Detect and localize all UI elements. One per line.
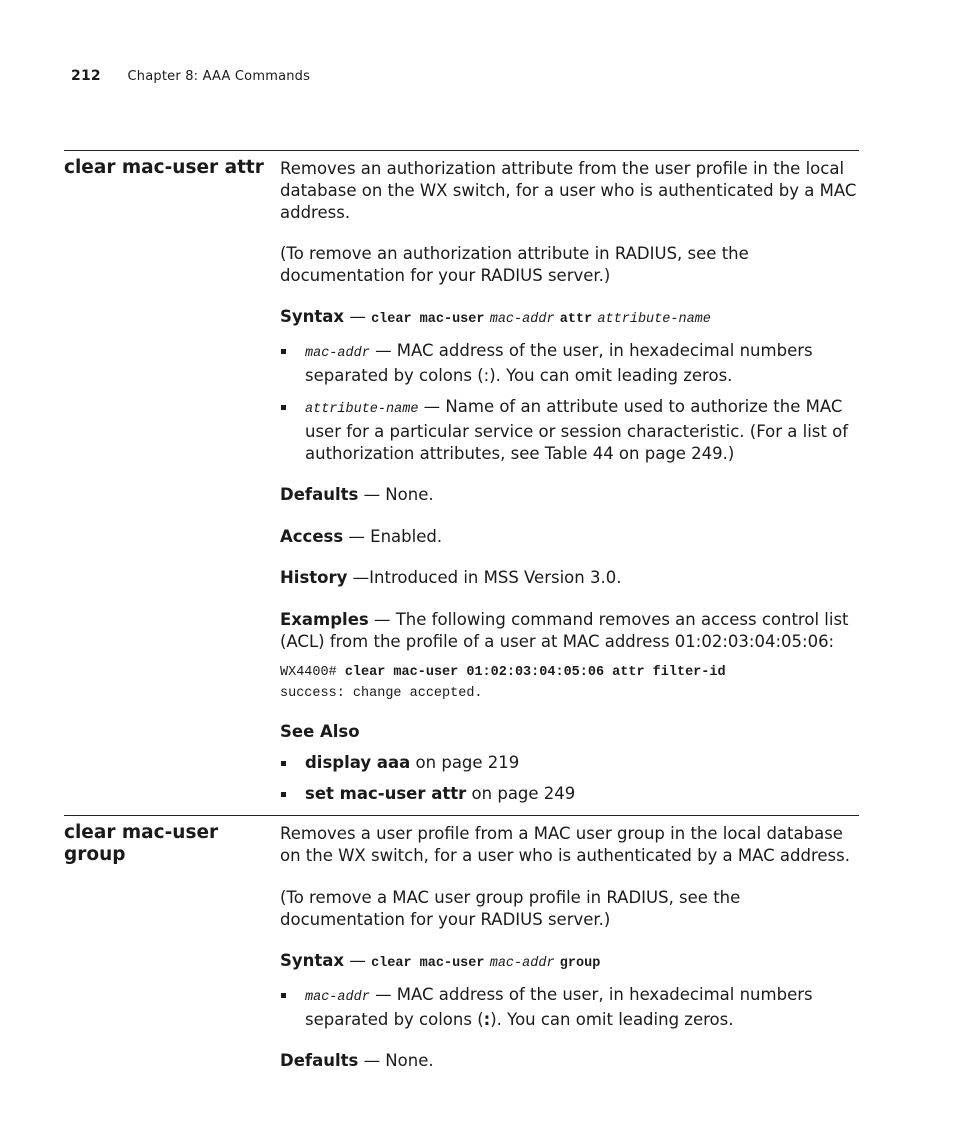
see-also-item: display aaa on page 219 [280, 752, 860, 774]
syntax-arg: attribute-name [597, 312, 711, 327]
section-body [280, 158, 860, 805]
param-text: — Name of an attribute used to authorize the MAC user for a particular service or session characteristic. (For a list of authorization attributes, see Table 44 on page 249.) [305, 397, 849, 463]
param-name: mac-addr [305, 990, 370, 1005]
code-output: success: change accepted. [280, 686, 483, 701]
note: (To remove a MAC user group profile in RADIUS, see the documentation for your RADIUS server.) [280, 888, 741, 929]
description: Removes an authorization attribute from the user profile in the local database on the WX switch, for a user who is authenticated by a MAC address. [280, 159, 857, 222]
history-line: History —Introduced in MSS Version 3.0. [280, 568, 622, 587]
syntax-line: Syntax — clear mac-user mac-addr attr attribute-name [280, 307, 711, 327]
section-title: clear mac-user group [64, 822, 219, 865]
param-item [280, 340, 860, 387]
syntax-label: Syntax [280, 951, 345, 970]
bullet-icon [281, 405, 286, 410]
section-divider [64, 150, 859, 151]
see-also-item: set mac-user attr on page 249 [280, 783, 860, 805]
section-divider [64, 815, 859, 816]
param-item [280, 396, 860, 465]
chapter-title: Chapter 8: AAA Commands [127, 69, 311, 84]
syntax-command: group [559, 956, 601, 971]
param-item: mac-addr — MAC address of the user, in hexadecimal numbers separated by colons (:). You can omit leading zeros. [280, 984, 860, 1031]
syntax-arg: mac-addr [489, 312, 555, 327]
note: (To remove an authorization attribute in RADIUS, see the documentation for your RADIUS server.) [280, 244, 749, 285]
bullet-icon [281, 792, 286, 797]
see-also-link[interactable]: set mac-user attr [305, 784, 467, 803]
syntax-command: clear mac-user [371, 956, 485, 971]
section-body [280, 823, 860, 1072]
section-title: clear mac-user attr [64, 157, 264, 178]
code-command: clear mac-user 01:02:03:04:05:06 attr filter-id [344, 665, 726, 680]
syntax-command: clear mac-user [371, 312, 485, 327]
param-name: attribute-name [305, 402, 419, 417]
code-prompt: WX4400# [280, 665, 337, 680]
syntax-line: Syntax — clear mac-user mac-addr group [280, 951, 601, 971]
page-header [71, 68, 310, 84]
syntax-arg: mac-addr [489, 956, 555, 971]
bullet-icon [281, 761, 286, 766]
access-line: Access — Enabled. [280, 527, 443, 546]
param-text: — MAC address of the user, in hexadecimal numbers separated by colons (:). You can omit leading zeros. [305, 341, 813, 385]
code-example [280, 662, 860, 704]
description: Removes a user profile from a MAC user group in the local database on the WX switch, for a user who is authenticated by a MAC address. [280, 824, 850, 865]
syntax-label: Syntax [280, 307, 345, 326]
syntax-command: attr [559, 312, 593, 327]
bullet-icon [281, 993, 286, 998]
see-also-link[interactable]: display aaa [305, 753, 411, 772]
defaults-line: Defaults — None. [280, 485, 434, 504]
bullet-icon [281, 349, 286, 354]
examples-line: Examples — The following command removes an access control list (ACL) from the profile of a user at MAC address 01:02:03:04:05:06: [280, 610, 849, 651]
see-also-heading: See Also [280, 722, 360, 741]
page-number: 212 [71, 68, 101, 84]
defaults-line: Defaults — None. [280, 1051, 434, 1070]
param-name: mac-addr [305, 346, 370, 361]
